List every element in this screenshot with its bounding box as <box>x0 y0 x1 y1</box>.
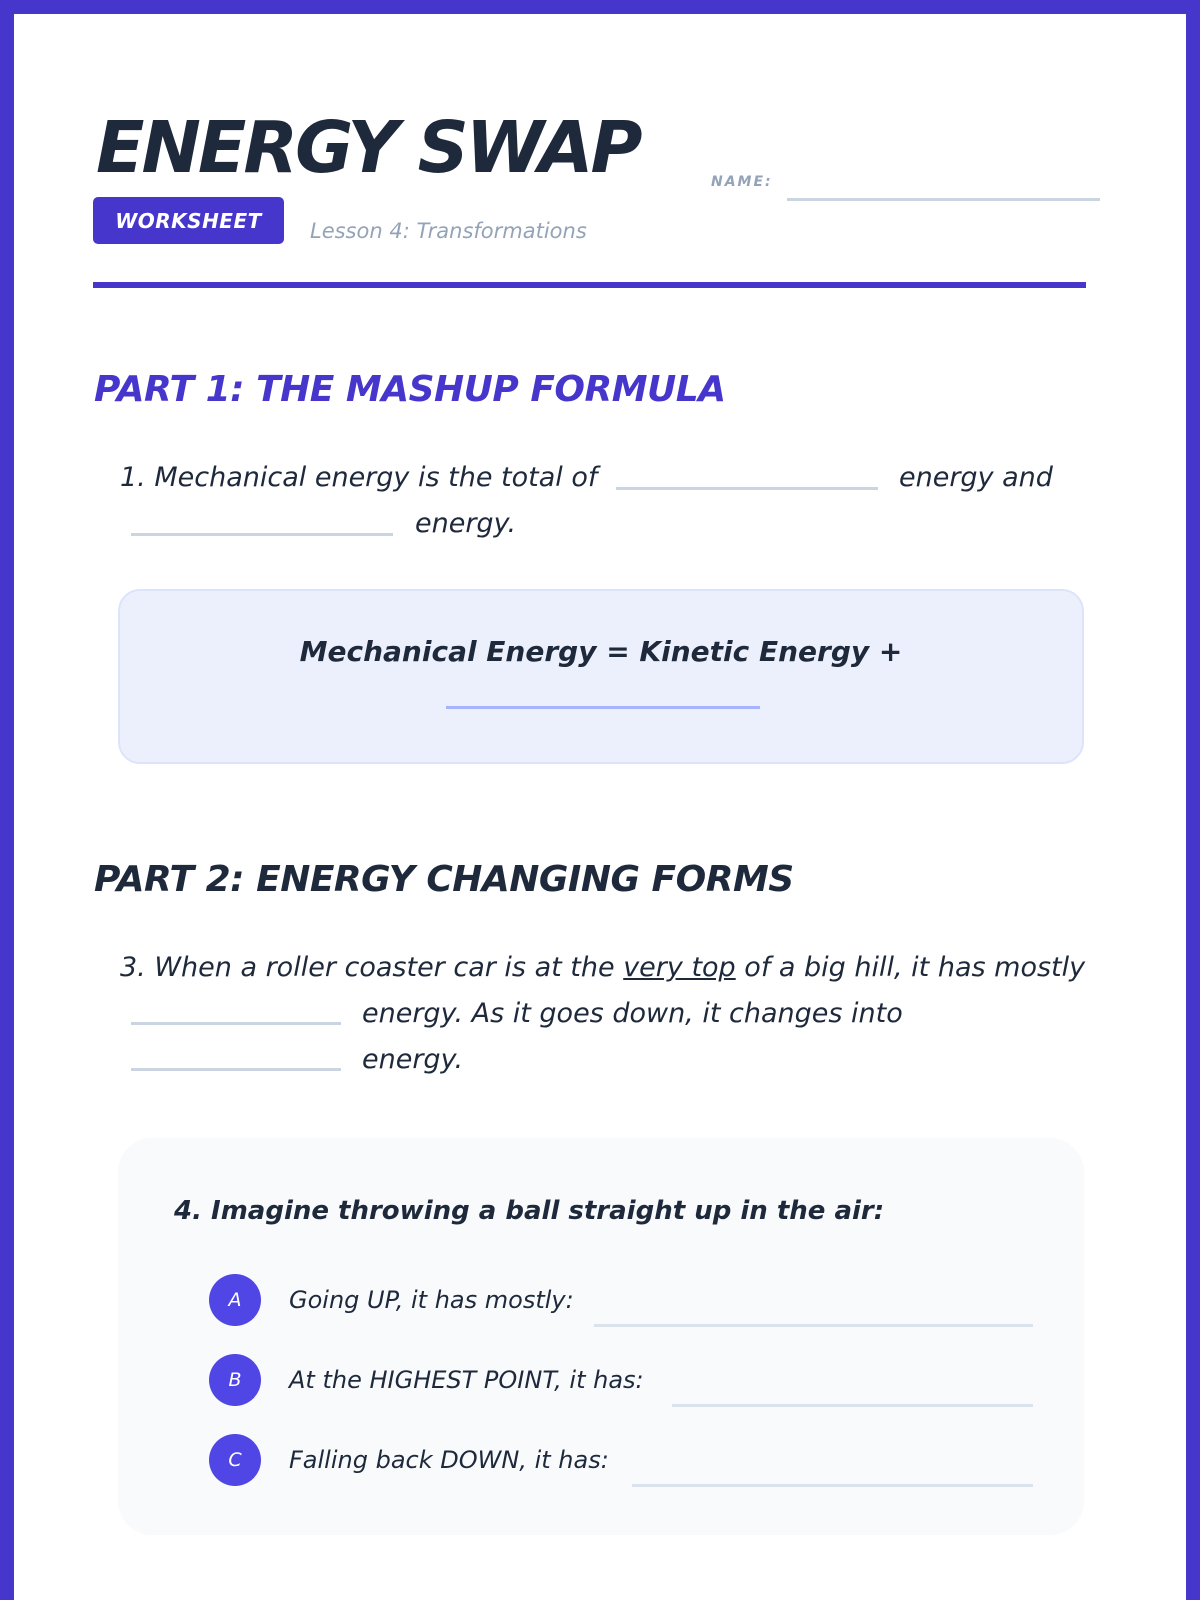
q1-text-mid: energy and <box>899 462 1053 493</box>
lesson-subtitle: Lesson 4: Transformations <box>310 219 587 243</box>
option-a-badge: A <box>209 1274 261 1326</box>
option-c-label: Falling back DOWN, it has: <box>289 1446 609 1474</box>
formula-text: Mechanical Energy = Kinetic Energy + <box>299 635 903 668</box>
option-a-blank[interactable] <box>594 1324 1033 1327</box>
worksheet-badge: WORKSHEET <box>93 197 284 244</box>
part1-heading: PART 1: THE MASHUP FORMULA <box>94 369 726 410</box>
q3-text-pre: 3. When a roller coaster car is at the <box>120 952 615 983</box>
q3-blank-2[interactable] <box>131 1068 341 1071</box>
worksheet-title: ENERGY SWAP <box>96 106 640 189</box>
q1-blank-2[interactable] <box>131 533 393 536</box>
q1-text-end: energy. <box>415 508 517 539</box>
name-label: NAME: <box>711 174 773 190</box>
option-b-blank[interactable] <box>672 1404 1033 1407</box>
q3-line-3: energy. <box>362 1044 464 1075</box>
header-divider <box>93 282 1086 288</box>
option-a-label: Going UP, it has mostly: <box>289 1286 574 1314</box>
q3-line-1 <box>120 952 1085 983</box>
option-b-badge: B <box>209 1354 261 1406</box>
name-field[interactable] <box>787 198 1100 201</box>
q3-emphasis: very top <box>623 952 736 983</box>
worksheet-page <box>14 14 1186 1600</box>
q3-text-post: of a big hill, it has mostly <box>744 952 1086 983</box>
q1-text-start: 1. Mechanical energy is the total of <box>120 462 598 493</box>
q4-title: 4. Imagine throwing a ball straight up in the air: <box>174 1196 885 1226</box>
q1-blank-1[interactable] <box>616 487 878 490</box>
q4-box <box>118 1138 1084 1535</box>
formula-box <box>118 589 1084 764</box>
option-c-badge: C <box>209 1434 261 1486</box>
option-c-blank[interactable] <box>632 1484 1033 1487</box>
q3-blank-1[interactable] <box>131 1022 341 1025</box>
formula-blank[interactable] <box>446 706 760 709</box>
part2-heading: PART 2: ENERGY CHANGING FORMS <box>94 859 794 900</box>
q3-line-2: energy. As it goes down, it changes into <box>362 998 903 1029</box>
option-b-label: At the HIGHEST POINT, it has: <box>289 1366 644 1394</box>
